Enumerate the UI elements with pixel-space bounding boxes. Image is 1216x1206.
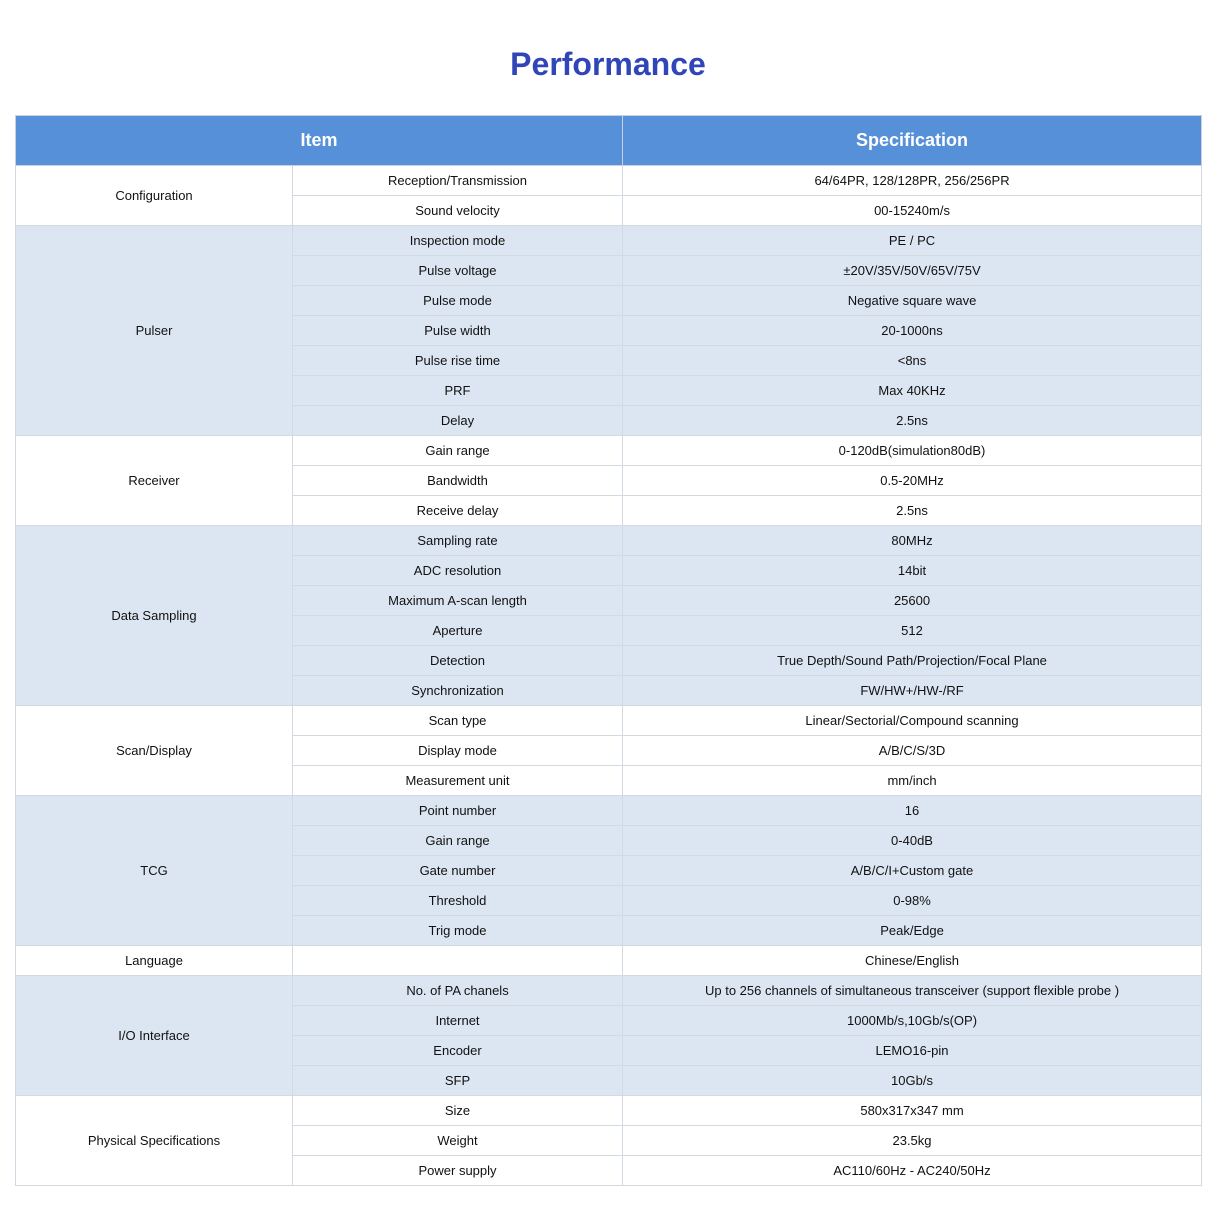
spec-cell: 00-15240m/s — [623, 196, 1202, 226]
spec-cell: Chinese/English — [623, 946, 1202, 976]
spec-cell: 80MHz — [623, 526, 1202, 556]
item-cell: Gate number — [293, 856, 623, 886]
spec-cell: Max 40KHz — [623, 376, 1202, 406]
item-cell: Aperture — [293, 616, 623, 646]
spec-cell: 14bit — [623, 556, 1202, 586]
item-cell: Encoder — [293, 1036, 623, 1066]
spec-cell: 25600 — [623, 586, 1202, 616]
item-cell: Gain range — [293, 826, 623, 856]
item-cell: Threshold — [293, 886, 623, 916]
spec-cell: FW/HW+/HW-/RF — [623, 676, 1202, 706]
spec-cell: 10Gb/s — [623, 1066, 1202, 1096]
spec-cell: 512 — [623, 616, 1202, 646]
item-cell: Pulse voltage — [293, 256, 623, 286]
spec-cell: 23.5kg — [623, 1126, 1202, 1156]
spec-cell: 2.5ns — [623, 496, 1202, 526]
spec-cell: 0.5-20MHz — [623, 466, 1202, 496]
spec-cell: 20-1000ns — [623, 316, 1202, 346]
table-row — [16, 166, 1202, 196]
item-cell: Sampling rate — [293, 526, 623, 556]
table-body — [16, 166, 1202, 1186]
spec-cell: 0-40dB — [623, 826, 1202, 856]
item-cell — [293, 946, 623, 976]
group-label: Scan/Display — [16, 706, 293, 796]
performance-table — [15, 115, 1202, 1186]
group-label: Data Sampling — [16, 526, 293, 706]
spec-cell: LEMO16-pin — [623, 1036, 1202, 1066]
page-title: Performance — [510, 46, 706, 82]
spec-cell: A/B/C/S/3D — [623, 736, 1202, 766]
item-cell: Gain range — [293, 436, 623, 466]
group-label: I/O Interface — [16, 976, 293, 1096]
group-label: Configuration — [16, 166, 293, 226]
item-cell: Weight — [293, 1126, 623, 1156]
item-cell: Display mode — [293, 736, 623, 766]
spec-cell: A/B/C/I+Custom gate — [623, 856, 1202, 886]
table-row — [16, 706, 1202, 736]
spec-cell: Up to 256 channels of simultaneous transceiver (support flexible probe ) — [623, 976, 1202, 1006]
group-label: TCG — [16, 796, 293, 946]
table-header-row — [16, 116, 1202, 166]
item-cell: Reception/Transmission — [293, 166, 623, 196]
group-label: Language — [16, 946, 293, 976]
item-cell: Inspection mode — [293, 226, 623, 256]
group-label: Receiver — [16, 436, 293, 526]
item-cell: Pulse rise time — [293, 346, 623, 376]
item-cell: Internet — [293, 1006, 623, 1036]
item-cell: Sound velocity — [293, 196, 623, 226]
spec-cell: AC110/60Hz - AC240/50Hz — [623, 1156, 1202, 1186]
table-row — [16, 226, 1202, 256]
spec-cell: 1000Mb/s,10Gb/s(OP) — [623, 1006, 1202, 1036]
spec-cell: mm/inch — [623, 766, 1202, 796]
spec-cell: <8ns — [623, 346, 1202, 376]
item-cell: Detection — [293, 646, 623, 676]
item-cell: No. of PA chanels — [293, 976, 623, 1006]
header-item: Item — [16, 116, 623, 166]
spec-cell: PE / PC — [623, 226, 1202, 256]
item-cell: SFP — [293, 1066, 623, 1096]
item-cell: Maximum A-scan length — [293, 586, 623, 616]
spec-cell: 0-98% — [623, 886, 1202, 916]
spec-cell: 16 — [623, 796, 1202, 826]
spec-cell: Negative square wave — [623, 286, 1202, 316]
item-cell: PRF — [293, 376, 623, 406]
item-cell: Pulse width — [293, 316, 623, 346]
group-label: Physical Specifications — [16, 1096, 293, 1186]
spec-cell: 64/64PR, 128/128PR, 256/256PR — [623, 166, 1202, 196]
item-cell: Trig mode — [293, 916, 623, 946]
item-cell: Power supply — [293, 1156, 623, 1186]
item-cell: Measurement unit — [293, 766, 623, 796]
spec-cell: 580x317x347 mm — [623, 1096, 1202, 1126]
spec-cell: True Depth/Sound Path/Projection/Focal Plane — [623, 646, 1202, 676]
item-cell: Pulse mode — [293, 286, 623, 316]
table-row — [16, 526, 1202, 556]
item-cell: Synchronization — [293, 676, 623, 706]
table-row — [16, 436, 1202, 466]
spec-cell: 0-120dB(simulation80dB) — [623, 436, 1202, 466]
header-specification: Specification — [623, 116, 1202, 166]
table-row — [16, 946, 1202, 976]
item-cell: Delay — [293, 406, 623, 436]
table-row — [16, 796, 1202, 826]
spec-cell: Linear/Sectorial/Compound scanning — [623, 706, 1202, 736]
item-cell: Scan type — [293, 706, 623, 736]
item-cell: ADC resolution — [293, 556, 623, 586]
spec-cell: 2.5ns — [623, 406, 1202, 436]
group-label: Pulser — [16, 226, 293, 436]
item-cell: Size — [293, 1096, 623, 1126]
spec-cell: Peak/Edge — [623, 916, 1202, 946]
table-row — [16, 1096, 1202, 1126]
item-cell: Point number — [293, 796, 623, 826]
table-row — [16, 976, 1202, 1006]
spec-cell: ±20V/35V/50V/65V/75V — [623, 256, 1202, 286]
item-cell: Bandwidth — [293, 466, 623, 496]
item-cell: Receive delay — [293, 496, 623, 526]
